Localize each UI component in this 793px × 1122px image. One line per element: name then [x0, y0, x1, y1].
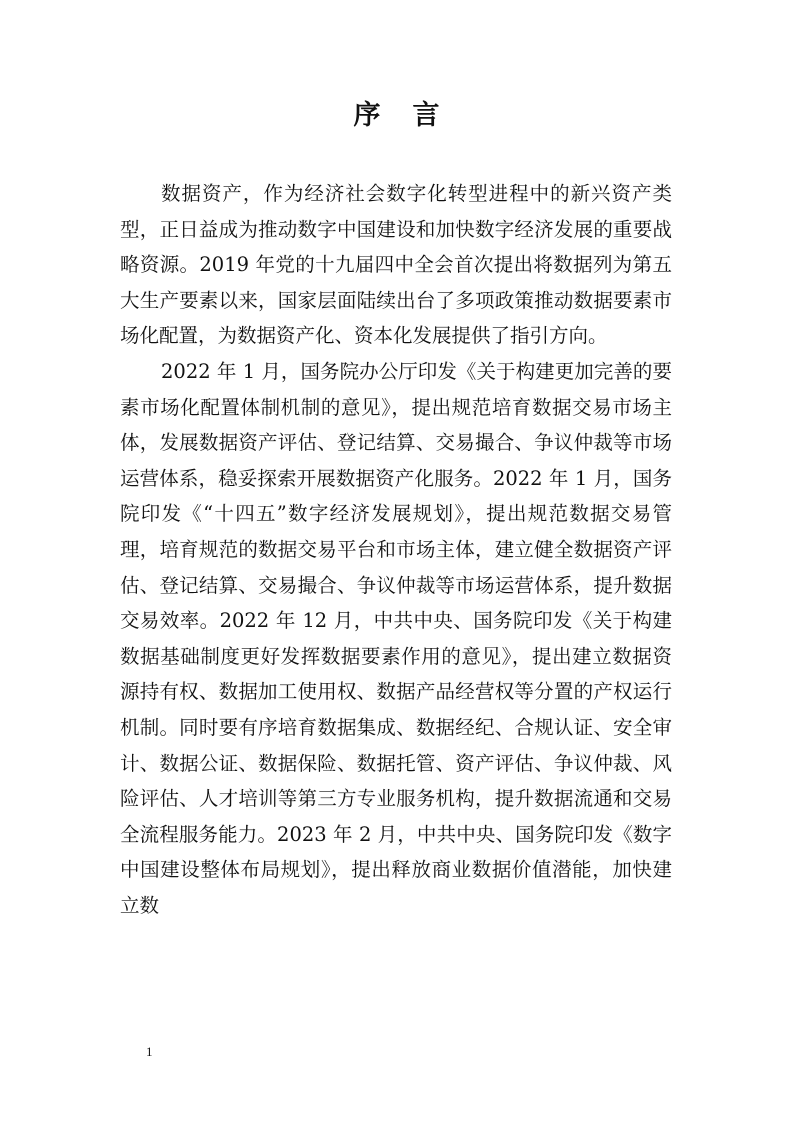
paragraph-2: 2022 年 1 月，国务院办公厅印发《关于构建更加完善的要素市场化配置体制机制的意见》，提出规范培育数据交易市场主体，发展数据资产评估、登记结算、交易撮合、争议仲裁等市场运营体系，稳妥探索开展数据资产化服务。2022 年 1 月，国务院印发《“十四五”数字经济发展规划》，提出规范数据交易管理，培育规范的数据交易平台和市场主体，建立健全数据资产评估、登记结算、交易撮合、争议仲裁等市场运营体系，提升数据交易效率。2022 年 12 月，中共中央、国务院印发《关于构建数据基础制度更好发挥数据要素作用的意见》，提出建立数据资源持有权、数据加工使用权、数据产品经营权等分置的产权运行机制。同时要有序培育数据集成、数据经纪、合规认证、安全审计、数据公证、数据保险、数据托管、资产评估、争议仲裁、风险评估、人才培训等第三方专业服务机构，提升数据流通和交易全流程服务能力。2023 年 2 月，中共中央、国务院印发《数字中国建设整体布局规划》，提出释放商业数据价值潜能，加快建立数: [120, 359, 672, 917]
page-title: 序言: [353, 100, 472, 131]
page-number: 1: [146, 1044, 153, 1059]
paragraph-1: 数据资产，作为经济社会数字化转型进程中的新兴资产类型，正日益成为推动数字中国建设和加快数字经济发展的重要战略资源。2019 年党的十九届四中全会首次提出将数据列为第五大生产要素以来，国家层面陆续出台了多项政策推动数据要素市场化配置，为数据资产化、资本化发展提供了指引方向。: [120, 182, 672, 348]
document-body: [120, 176, 672, 923]
